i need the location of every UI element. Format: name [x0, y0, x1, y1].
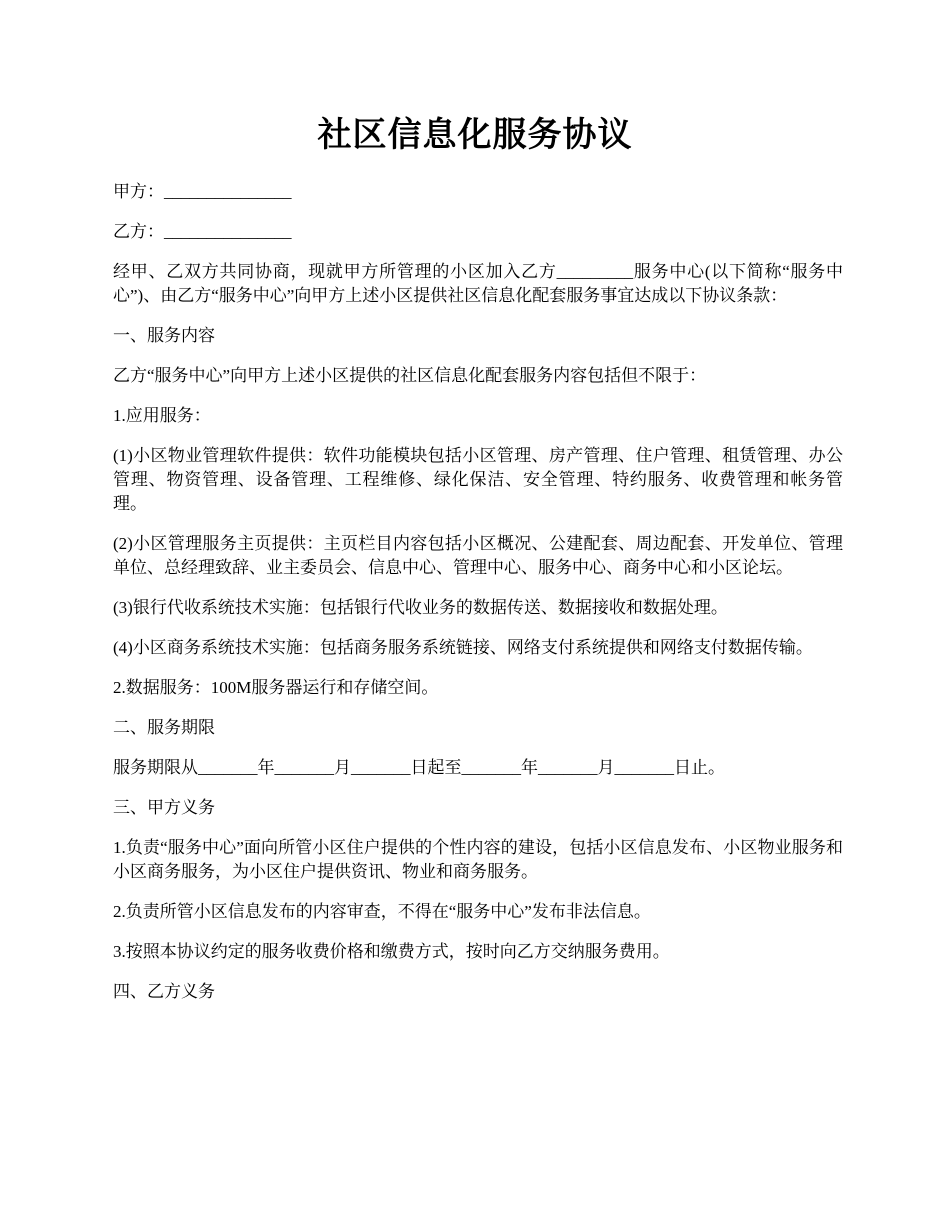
clause-commerce-system: (4)小区商务系统技术实施：包括商务服务系统链接、网络支付系统提供和网络支付数据传输。 [113, 638, 813, 657]
party-a-line: 甲方：_______________ [113, 182, 292, 201]
data-services-line: 2.数据服务：100M服务器运行和存储空间。 [113, 678, 439, 697]
service-term-line: 服务期限从_______年_______月_______日起至_______年_______月_______日止。 [113, 758, 725, 777]
section-heading-service-content: 一、服务内容 [113, 326, 215, 345]
document-body [113, 180, 843, 1020]
party-a-obligation-1: 1.负责“服务中心”面向所管小区住户提供的个性内容的建设，包括小区信息发布、小区物业服务和小区商务服务，为小区住户提供资讯、物业和商务服务。 [113, 838, 843, 881]
section-heading-service-term: 二、服务期限 [113, 718, 215, 737]
document-title: 社区信息化服务协议 [317, 117, 633, 154]
party-b-line: 乙方：_______________ [113, 222, 292, 241]
party-a-obligation-2: 2.负责所管小区信息发布的内容审查，不得在“服务中心”发布非法信息。 [113, 902, 651, 921]
clause-homepage: (2)小区管理服务主页提供：主页栏目内容包括小区概况、公建配套、周边配套、开发单位、管理单位、总经理致辞、业主委员会、信息中心、管理中心、服务中心、商务中心和小区论坛。 [113, 534, 843, 577]
service-content-intro: 乙方“服务中心”向甲方上述小区提供的社区信息化配套服务内容包括但不限于： [113, 366, 707, 385]
section-heading-party-a-obligations: 三、甲方义务 [113, 798, 215, 817]
party-a-obligation-3: 3.按照本协议约定的服务收费价格和缴费方式，按时向乙方交纳服务费用。 [113, 942, 670, 961]
section-heading-party-b-obligations: 四、乙方义务 [113, 982, 215, 1001]
preamble-paragraph: 经甲、乙双方共同协商，现就甲方所管理的小区加入乙方_________服务中心(以下简称“服务中心”)、由乙方“服务中心”向甲方上述小区提供社区信息化配套服务事宜达成以下协议条款： [113, 262, 843, 305]
application-services-heading: 1.应用服务： [113, 406, 211, 425]
clause-property-software: (1)小区物业管理软件提供：软件功能模块包括小区管理、房产管理、住户管理、租赁管理、办公管理、物资管理、设备管理、工程维修、绿化保洁、安全管理、特约服务、收费管理和帐务管理。 [113, 446, 843, 513]
clause-bank-collection: (3)银行代收系统技术实施：包括银行代收业务的数据传送、数据接收和数据处理。 [113, 598, 728, 617]
